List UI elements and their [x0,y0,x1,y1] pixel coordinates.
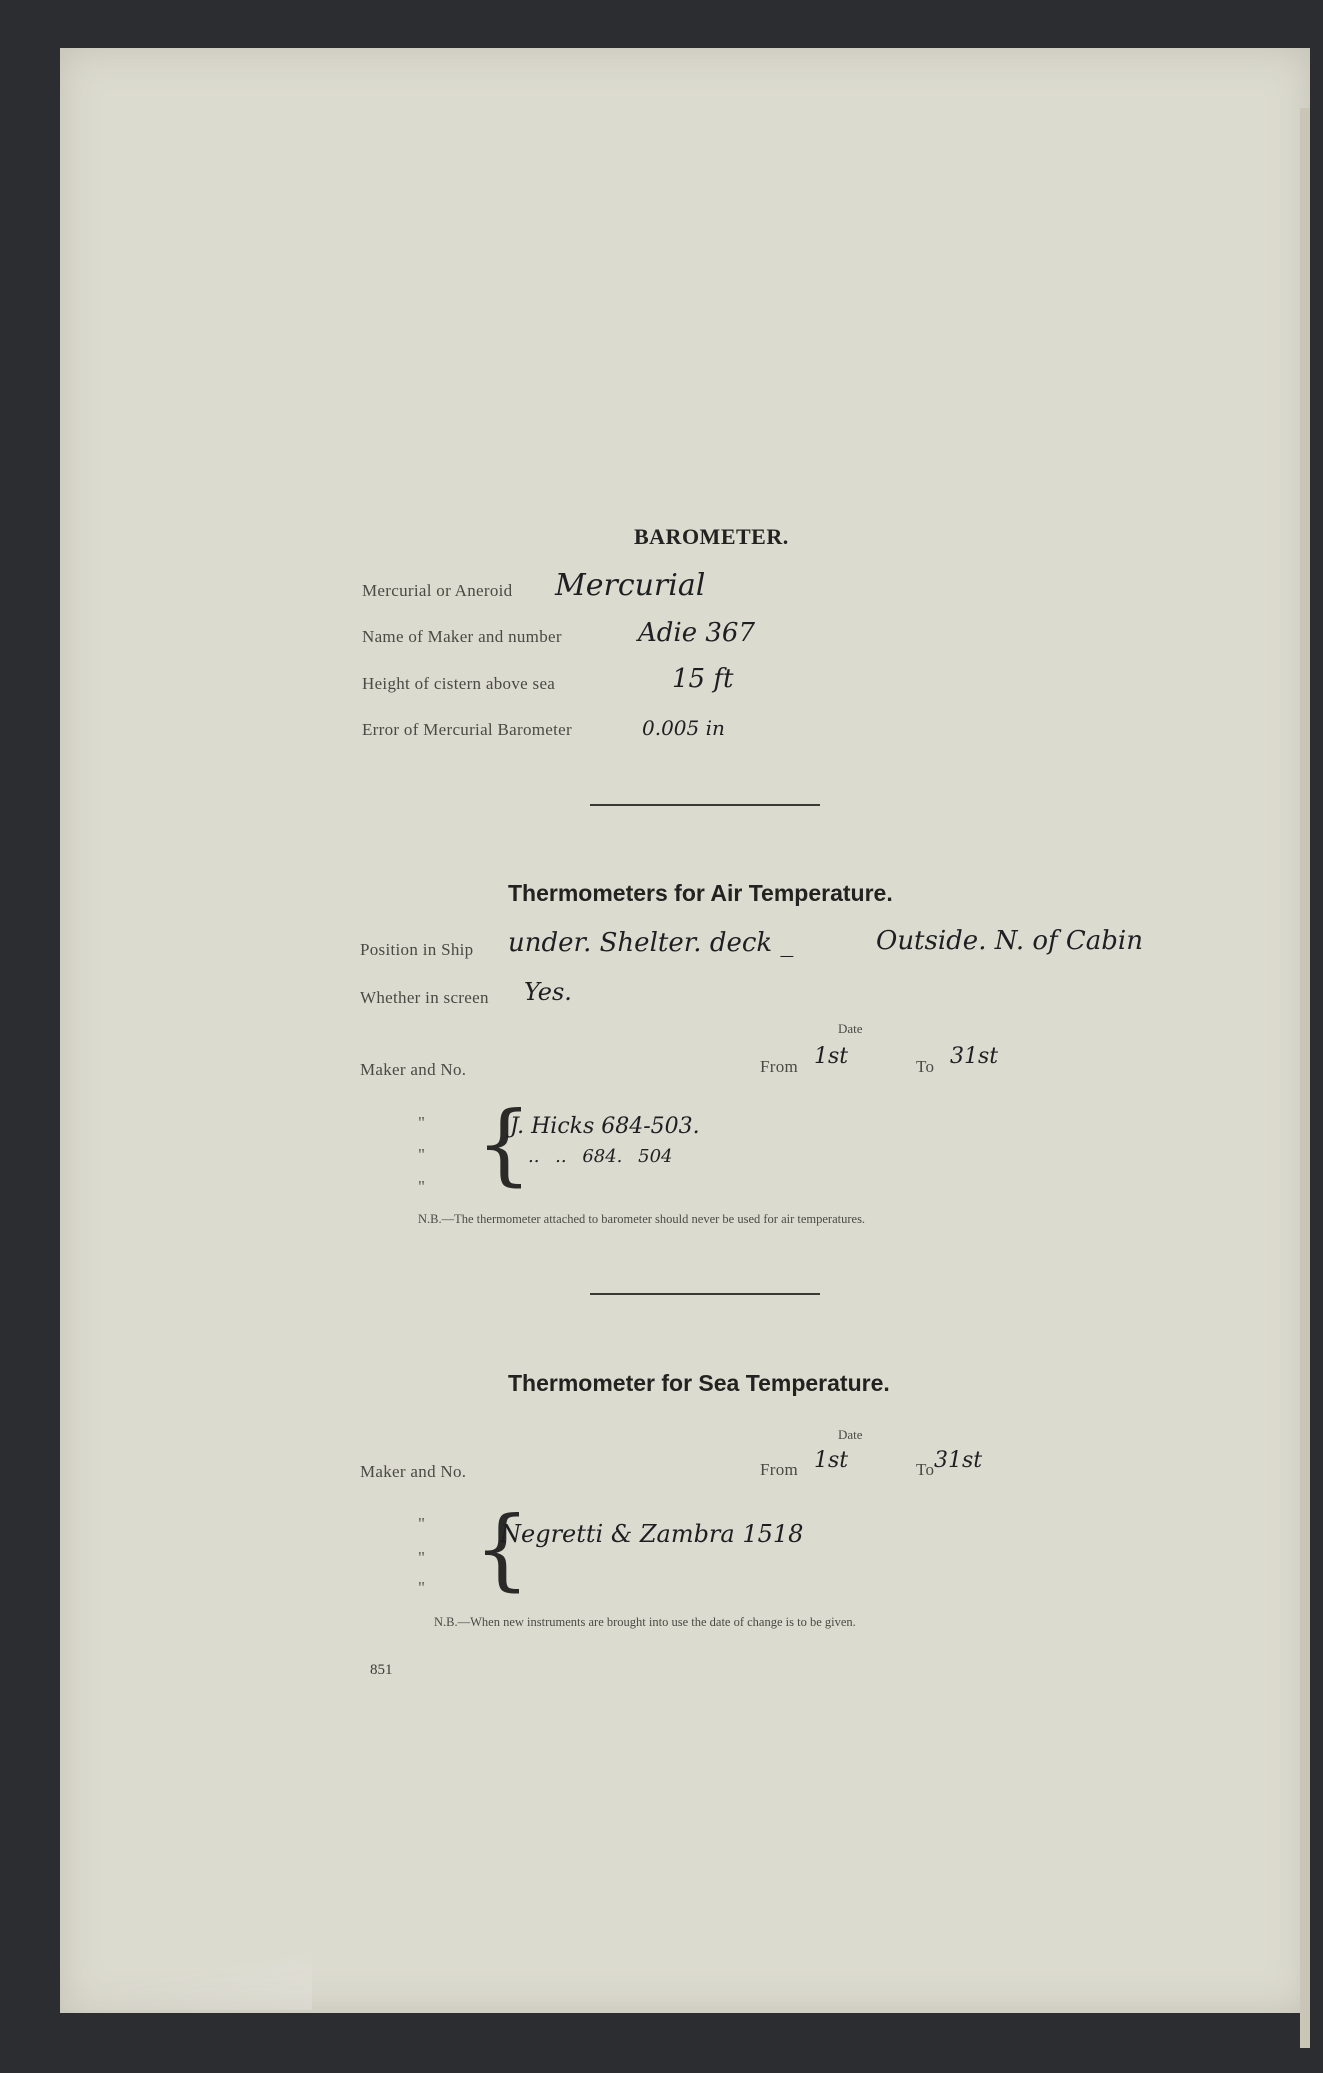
air-date-label: Date [838,1021,863,1036]
air-maker-label: Maker and No. [360,1060,467,1079]
barometer-error-value: 0.005 in [642,716,725,740]
sea-to-label: To [916,1460,935,1479]
sea-maker-label: Maker and No. [360,1462,467,1481]
air-to-label: To [916,1057,935,1076]
page-number: 851 [370,1662,393,1678]
sea-to-value: 31st [934,1448,983,1473]
whether-in-screen-label: Whether in screen [360,988,489,1007]
maker-and-number-label: Name of Maker and number [362,627,562,646]
whether-in-screen-value: Yes. [524,978,572,1006]
air-thermometer-entry-1: J. Hicks 684-503. [510,1114,700,1139]
mercurial-or-aneroid-label: Mercurial or Aneroid [362,581,513,600]
air-from-value: 1st [814,1044,849,1069]
mercurial-or-aneroid-value: Mercurial [555,568,706,603]
page-edge [1300,108,1310,2048]
sea-temperature-heading: Thermometer for Sea Temperature. [508,1370,890,1396]
sea-brace: { [474,1497,530,1600]
sea-thermometer-entry-1: Negretti & Zambra 1518 [500,1520,804,1548]
air-brace: { [476,1092,532,1195]
barometer-heading: BAROMETER. [634,524,789,549]
position-in-ship-label: Position in Ship [360,940,474,959]
air-to-value: 31st [950,1044,999,1069]
air-temperature-heading: Thermometers for Air Temperature. [508,880,893,906]
air-ditto-1: " [418,1113,425,1132]
sea-ditto-2: " [418,1548,425,1567]
sea-ditto-1: " [418,1514,425,1533]
air-from-label: From [760,1057,799,1076]
maker-and-number-value: Adie 367 [638,618,756,648]
position-in-ship-value-2: Outside. N. of Cabin [876,926,1143,956]
sea-ditto-3: " [418,1578,425,1597]
cistern-height-value: 15 ft [672,664,734,694]
cistern-height-label: Height of cistern above sea [362,674,556,693]
section-divider-2 [590,1293,820,1295]
sea-from-label: From [760,1460,799,1479]
section-divider [590,804,820,806]
sea-from-value: 1st [814,1448,849,1473]
sea-note: N.B.—When new instruments are brought into use the date of change is to be given. [434,1615,856,1629]
air-ditto-2: " [418,1145,425,1164]
air-thermometer-entry-2: .. .. 684. 504 [528,1146,673,1167]
air-ditto-3: " [418,1177,425,1196]
position-in-ship-value: under. Shelter. deck _ [508,928,794,958]
page-fold [62,1950,312,2010]
barometer-error-label: Error of Mercurial Barometer [362,720,572,739]
sea-date-label: Date [838,1427,863,1442]
air-note: N.B.—The thermometer attached to barometer should never be used for air temperatures. [418,1212,866,1226]
document-page [60,48,1310,2013]
